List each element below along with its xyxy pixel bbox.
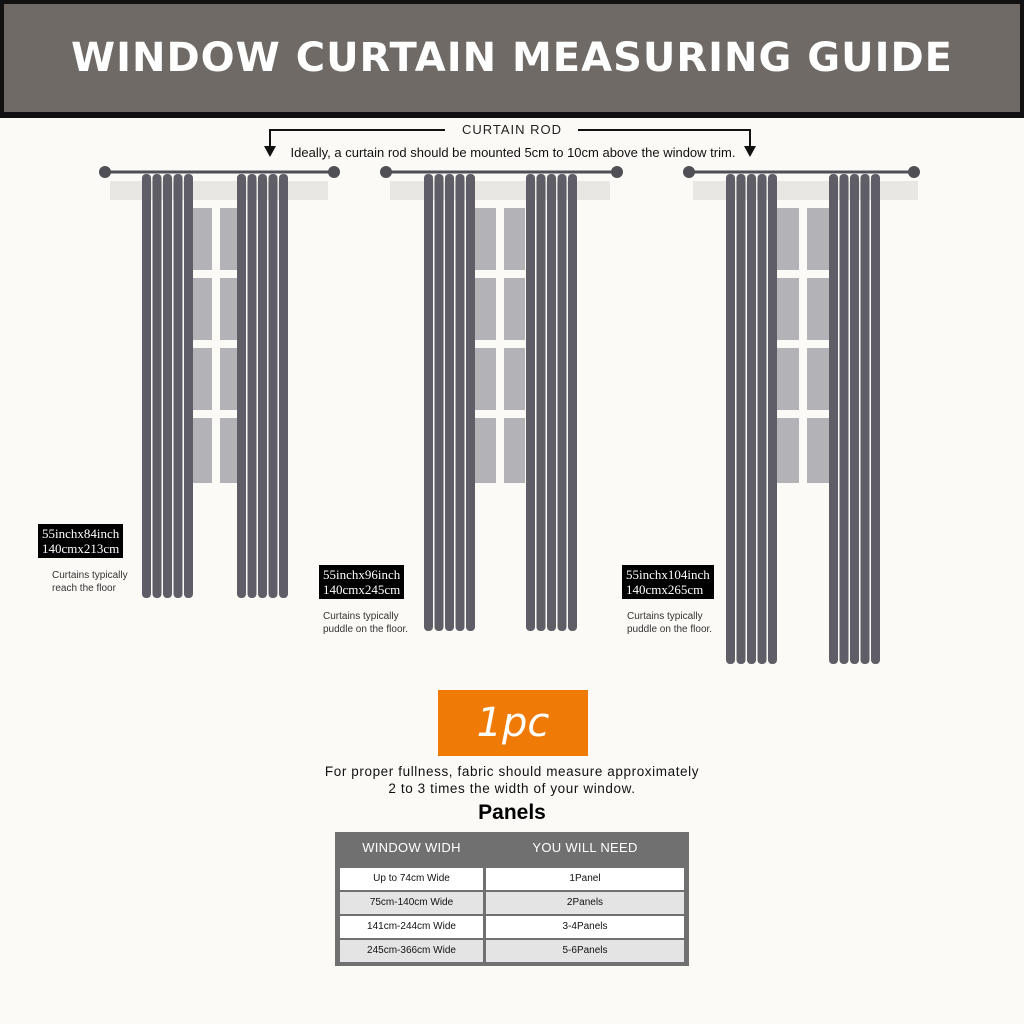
page-title: WINDOW CURTAIN MEASURING GUIDE <box>70 35 953 81</box>
curtain-set-2 <box>380 166 623 631</box>
size-cm-2: 140cmx245cm <box>323 582 401 597</box>
size-inches-2: 55inchx96inch <box>323 567 401 582</box>
table-cell-panels-1: 1Panel <box>486 868 684 890</box>
arrow-left-head <box>264 146 276 157</box>
size-cm-3: 140cmx265cm <box>626 582 704 597</box>
fullness-note <box>262 763 762 797</box>
caption-1-line1: Curtains typically <box>52 570 128 581</box>
caption-3-line2: puddle on the floor. <box>627 624 713 635</box>
curtain-set-3 <box>683 166 920 664</box>
panels-table <box>335 832 689 966</box>
rod-mounting-note: Ideally, a curtain rod should be mounted 5cm to 10cm above the window trim. <box>290 145 736 160</box>
curtain-set-1 <box>99 166 340 598</box>
table-cell-panels-2: 2Panels <box>486 892 684 914</box>
caption-1 <box>52 569 128 595</box>
table-cell-width-4: 245cm-366cm Wide <box>340 940 483 962</box>
caption-2 <box>323 610 408 636</box>
fullness-line2: 2 to 3 times the width of your window. <box>388 781 636 796</box>
curtain-rod-label: CURTAIN ROD <box>461 122 563 137</box>
panels-title: Panels <box>478 801 546 824</box>
size-label-2 <box>319 565 404 599</box>
arrow-right-head <box>744 146 756 157</box>
size-label-1 <box>38 524 123 558</box>
table-cell-width-2: 75cm-140cm Wide <box>340 892 483 914</box>
table-cell-panels-3: 3-4Panels <box>486 916 684 938</box>
size-label-3 <box>622 565 714 599</box>
size-cm-1: 140cmx213cm <box>42 541 120 556</box>
size-inches-1: 55inchx84inch <box>42 526 120 541</box>
quantity-badge: 1pc <box>438 690 588 756</box>
caption-2-line1: Curtains typically <box>323 611 399 622</box>
caption-1-line2: reach the floor <box>52 583 116 594</box>
table-header-window-width: WINDOW WIDH <box>362 840 461 855</box>
size-inches-3: 55inchx104inch <box>626 567 710 582</box>
caption-3 <box>627 610 712 636</box>
rod-bracket-arrow <box>270 130 750 150</box>
caption-2-line2: puddle on the floor. <box>323 624 409 635</box>
table-header-you-will-need: YOU WILL NEED <box>532 840 638 855</box>
table-cell-panels-4: 5-6Panels <box>486 940 684 962</box>
table-cell-width-1: Up to 74cm Wide <box>340 868 483 890</box>
fullness-line1: For proper fullness, fabric should measure approximately <box>324 764 700 779</box>
caption-3-line1: Curtains typically <box>627 611 703 622</box>
table-cell-width-3: 141cm-244cm Wide <box>340 916 483 938</box>
